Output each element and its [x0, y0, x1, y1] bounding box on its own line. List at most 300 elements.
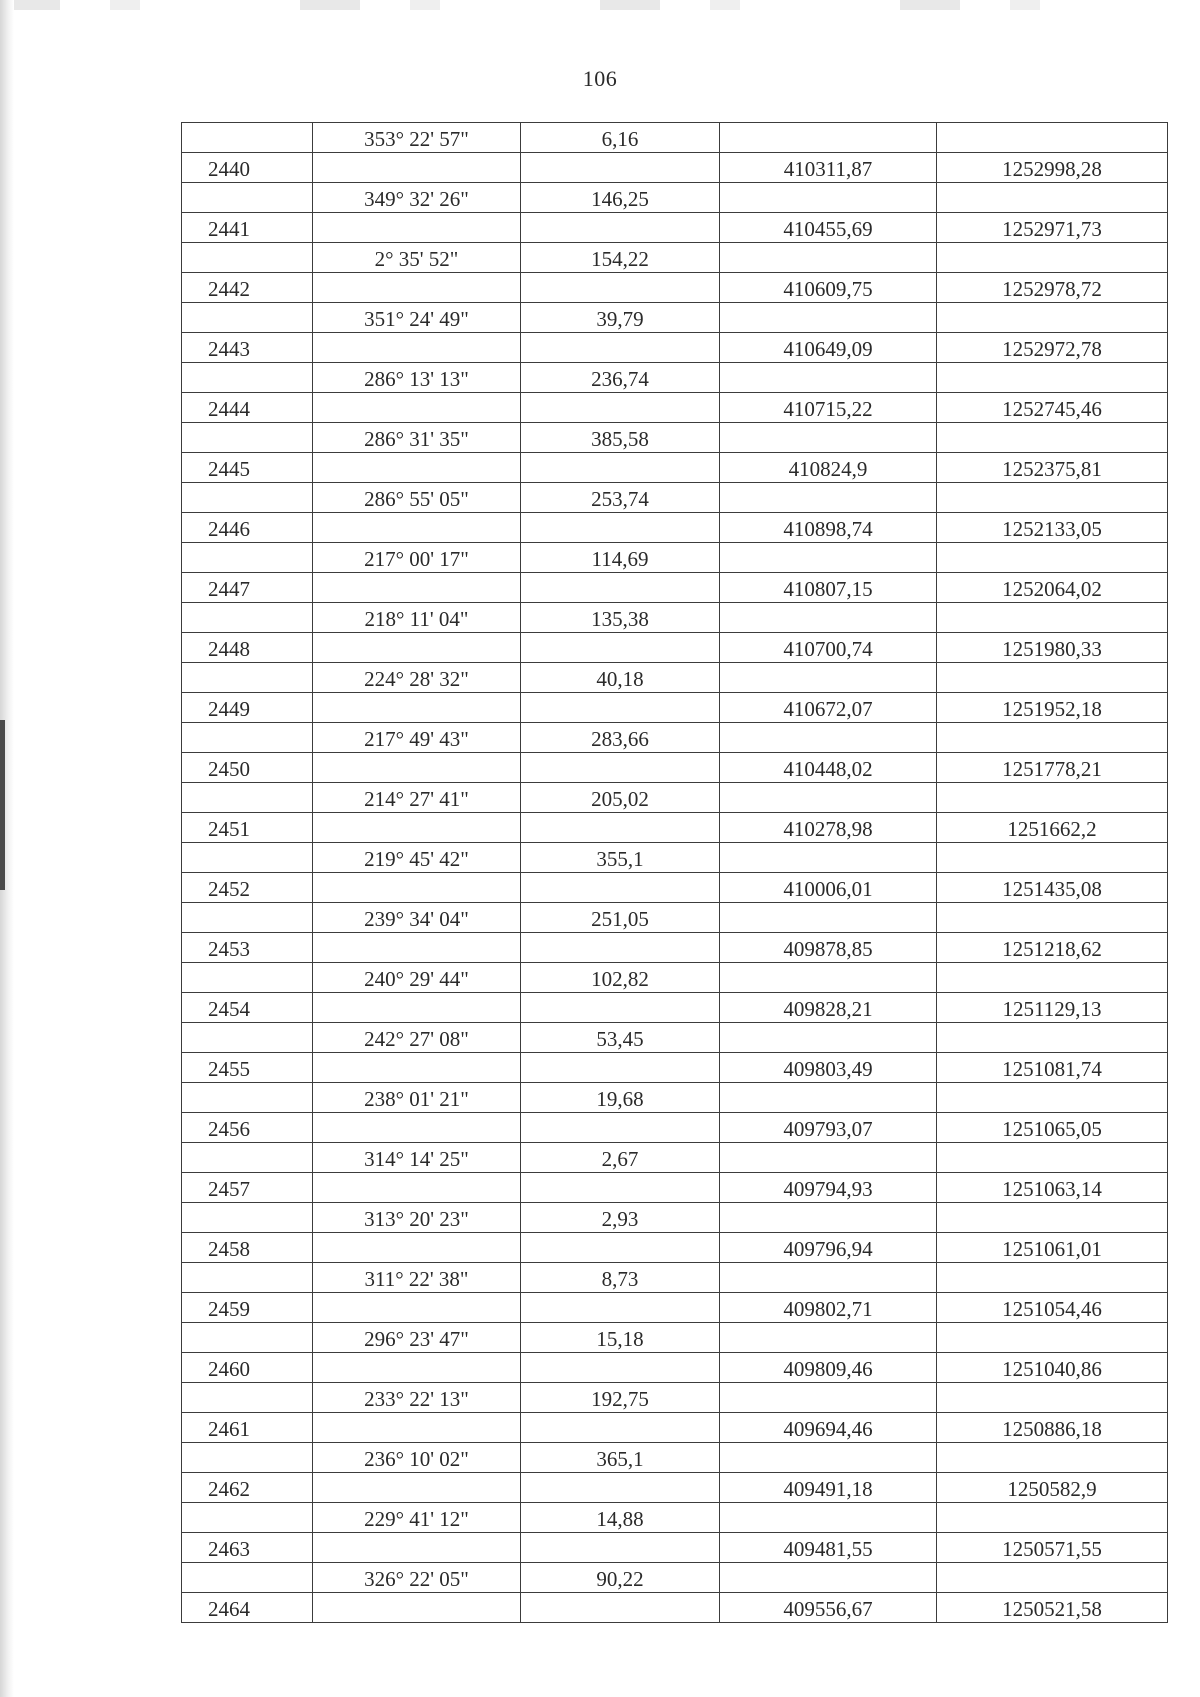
y-coordinate-cell: 1251081,74	[937, 1053, 1168, 1083]
empty-cell	[313, 933, 521, 963]
empty-cell	[182, 843, 313, 873]
point-number-cell: 2448	[182, 633, 313, 663]
x-coordinate-cell: 410311,87	[720, 153, 937, 183]
empty-cell	[937, 123, 1168, 153]
empty-cell	[182, 1083, 313, 1113]
empty-cell	[313, 1053, 521, 1083]
y-coordinate-cell: 1250886,18	[937, 1413, 1168, 1443]
point-number-cell: 2445	[182, 453, 313, 483]
empty-cell	[313, 1233, 521, 1263]
coordinates-table-body	[182, 123, 1168, 1623]
y-coordinate-cell: 1252998,28	[937, 153, 1168, 183]
empty-cell	[720, 363, 937, 393]
point-number-cell: 2447	[182, 573, 313, 603]
empty-cell	[720, 543, 937, 573]
empty-cell	[313, 573, 521, 603]
point-row	[182, 273, 1168, 303]
empty-cell	[521, 393, 720, 423]
empty-cell	[313, 1173, 521, 1203]
y-coordinate-cell: 1251662,2	[937, 813, 1168, 843]
empty-cell	[720, 1443, 937, 1473]
empty-cell	[313, 813, 521, 843]
point-number-cell: 2444	[182, 393, 313, 423]
empty-cell	[521, 573, 720, 603]
empty-cell	[521, 1473, 720, 1503]
empty-cell	[720, 903, 937, 933]
direction-angle-cell: 240° 29' 44"	[313, 963, 521, 993]
distance-cell: 236,74	[521, 363, 720, 393]
y-coordinate-cell: 1252745,46	[937, 393, 1168, 423]
point-row	[182, 693, 1168, 723]
x-coordinate-cell: 410898,74	[720, 513, 937, 543]
distance-cell: 114,69	[521, 543, 720, 573]
empty-cell	[720, 1143, 937, 1173]
y-coordinate-cell: 1251063,14	[937, 1173, 1168, 1203]
empty-cell	[521, 1173, 720, 1203]
x-coordinate-cell: 410672,07	[720, 693, 937, 723]
x-coordinate-cell: 409809,46	[720, 1353, 937, 1383]
empty-cell	[937, 1083, 1168, 1113]
empty-cell	[521, 813, 720, 843]
x-coordinate-cell: 410609,75	[720, 273, 937, 303]
empty-cell	[313, 1293, 521, 1323]
page-number: 106	[582, 66, 618, 91]
direction-angle-cell: 286° 13' 13"	[313, 363, 521, 393]
x-coordinate-cell: 409803,49	[720, 1053, 937, 1083]
point-number-cell: 2441	[182, 213, 313, 243]
segment-row	[182, 1563, 1168, 1593]
empty-cell	[521, 1353, 720, 1383]
point-row	[182, 153, 1168, 183]
empty-cell	[313, 633, 521, 663]
segment-row	[182, 903, 1168, 933]
point-number-cell: 2459	[182, 1293, 313, 1323]
empty-cell	[182, 303, 313, 333]
direction-angle-cell: 219° 45' 42"	[313, 843, 521, 873]
point-number-cell: 2455	[182, 1053, 313, 1083]
empty-cell	[937, 423, 1168, 453]
distance-cell: 355,1	[521, 843, 720, 873]
empty-cell	[313, 993, 521, 1023]
point-number-cell: 2442	[182, 273, 313, 303]
direction-angle-cell: 229° 41' 12"	[313, 1503, 521, 1533]
x-coordinate-cell: 410649,09	[720, 333, 937, 363]
empty-cell	[182, 723, 313, 753]
empty-cell	[521, 993, 720, 1023]
empty-cell	[720, 483, 937, 513]
empty-cell	[313, 753, 521, 783]
x-coordinate-cell: 409481,55	[720, 1533, 937, 1563]
distance-cell: 14,88	[521, 1503, 720, 1533]
direction-angle-cell: 217° 49' 43"	[313, 723, 521, 753]
empty-cell	[937, 843, 1168, 873]
point-row	[182, 753, 1168, 783]
point-row	[182, 1173, 1168, 1203]
segment-row	[182, 483, 1168, 513]
empty-cell	[720, 243, 937, 273]
point-row	[182, 813, 1168, 843]
distance-cell: 192,75	[521, 1383, 720, 1413]
empty-cell	[182, 1203, 313, 1233]
segment-row	[182, 663, 1168, 693]
distance-cell: 90,22	[521, 1563, 720, 1593]
point-number-cell: 2461	[182, 1413, 313, 1443]
empty-cell	[937, 603, 1168, 633]
segment-row	[182, 1383, 1168, 1413]
empty-cell	[313, 453, 521, 483]
direction-angle-cell: 2° 35' 52"	[313, 243, 521, 273]
empty-cell	[720, 723, 937, 753]
empty-cell	[720, 603, 937, 633]
empty-cell	[521, 1293, 720, 1323]
y-coordinate-cell: 1251952,18	[937, 693, 1168, 723]
segment-row	[182, 423, 1168, 453]
empty-cell	[937, 903, 1168, 933]
empty-cell	[937, 1503, 1168, 1533]
point-number-cell: 2450	[182, 753, 313, 783]
segment-row	[182, 1443, 1168, 1473]
empty-cell	[182, 1263, 313, 1293]
point-row	[182, 453, 1168, 483]
empty-cell	[313, 1533, 521, 1563]
segment-row	[182, 1023, 1168, 1053]
empty-cell	[720, 123, 937, 153]
y-coordinate-cell: 1251061,01	[937, 1233, 1168, 1263]
empty-cell	[720, 183, 937, 213]
direction-angle-cell: 314° 14' 25"	[313, 1143, 521, 1173]
y-coordinate-cell: 1250521,58	[937, 1593, 1168, 1623]
distance-cell: 15,18	[521, 1323, 720, 1353]
empty-cell	[521, 453, 720, 483]
empty-cell	[313, 1593, 521, 1623]
point-row	[182, 573, 1168, 603]
empty-cell	[182, 543, 313, 573]
empty-cell	[313, 513, 521, 543]
segment-row	[182, 1143, 1168, 1173]
distance-cell: 251,05	[521, 903, 720, 933]
point-row	[182, 1293, 1168, 1323]
x-coordinate-cell: 409794,93	[720, 1173, 937, 1203]
empty-cell	[720, 843, 937, 873]
distance-cell: 53,45	[521, 1023, 720, 1053]
y-coordinate-cell: 1251040,86	[937, 1353, 1168, 1383]
empty-cell	[182, 123, 313, 153]
empty-cell	[720, 1263, 937, 1293]
distance-cell: 40,18	[521, 663, 720, 693]
empty-cell	[720, 1563, 937, 1593]
empty-cell	[937, 183, 1168, 213]
direction-angle-cell: 286° 31' 35"	[313, 423, 521, 453]
empty-cell	[937, 1203, 1168, 1233]
point-row	[182, 1113, 1168, 1143]
distance-cell: 2,93	[521, 1203, 720, 1233]
empty-cell	[182, 1383, 313, 1413]
x-coordinate-cell: 410715,22	[720, 393, 937, 423]
scan-edge-shadow	[0, 720, 5, 890]
direction-angle-cell: 236° 10' 02"	[313, 1443, 521, 1473]
distance-cell: 154,22	[521, 243, 720, 273]
empty-cell	[182, 1443, 313, 1473]
empty-cell	[937, 1443, 1168, 1473]
segment-row	[182, 1263, 1168, 1293]
direction-angle-cell: 313° 20' 23"	[313, 1203, 521, 1233]
distance-cell: 102,82	[521, 963, 720, 993]
empty-cell	[720, 303, 937, 333]
empty-cell	[182, 963, 313, 993]
direction-angle-cell: 224° 28' 32"	[313, 663, 521, 693]
empty-cell	[720, 1323, 937, 1353]
x-coordinate-cell: 410824,9	[720, 453, 937, 483]
empty-cell	[313, 273, 521, 303]
segment-row	[182, 963, 1168, 993]
empty-cell	[937, 723, 1168, 753]
coordinates-table	[181, 122, 1168, 1623]
segment-row	[182, 303, 1168, 333]
empty-cell	[521, 1593, 720, 1623]
segment-row	[182, 603, 1168, 633]
empty-cell	[521, 873, 720, 903]
point-number-cell: 2446	[182, 513, 313, 543]
direction-angle-cell: 242° 27' 08"	[313, 1023, 521, 1053]
y-coordinate-cell: 1251435,08	[937, 873, 1168, 903]
x-coordinate-cell: 409802,71	[720, 1293, 937, 1323]
empty-cell	[313, 1413, 521, 1443]
empty-cell	[521, 753, 720, 783]
point-number-cell: 2464	[182, 1593, 313, 1623]
point-row	[182, 1353, 1168, 1383]
empty-cell	[521, 1053, 720, 1083]
empty-cell	[182, 603, 313, 633]
x-coordinate-cell: 409878,85	[720, 933, 937, 963]
empty-cell	[521, 933, 720, 963]
empty-cell	[182, 903, 313, 933]
distance-cell: 19,68	[521, 1083, 720, 1113]
point-number-cell: 2463	[182, 1533, 313, 1563]
distance-cell: 365,1	[521, 1443, 720, 1473]
empty-cell	[182, 483, 313, 513]
point-number-cell: 2462	[182, 1473, 313, 1503]
empty-cell	[182, 243, 313, 273]
segment-row	[182, 783, 1168, 813]
empty-cell	[182, 663, 313, 693]
empty-cell	[521, 1533, 720, 1563]
point-row	[182, 1413, 1168, 1443]
x-coordinate-cell: 410455,69	[720, 213, 937, 243]
empty-cell	[521, 633, 720, 663]
segment-row	[182, 183, 1168, 213]
direction-angle-cell: 214° 27' 41"	[313, 783, 521, 813]
empty-cell	[182, 1323, 313, 1353]
point-row	[182, 993, 1168, 1023]
scan-top-artifact	[0, 0, 1200, 10]
x-coordinate-cell: 410006,01	[720, 873, 937, 903]
empty-cell	[521, 1413, 720, 1443]
x-coordinate-cell: 409793,07	[720, 1113, 937, 1143]
y-coordinate-cell: 1250582,9	[937, 1473, 1168, 1503]
empty-cell	[313, 393, 521, 423]
point-number-cell: 2457	[182, 1173, 313, 1203]
distance-cell: 39,79	[521, 303, 720, 333]
empty-cell	[313, 1473, 521, 1503]
y-coordinate-cell: 1252972,78	[937, 333, 1168, 363]
empty-cell	[720, 963, 937, 993]
y-coordinate-cell: 1251065,05	[937, 1113, 1168, 1143]
point-row	[182, 633, 1168, 663]
scan-left-edge	[0, 0, 14, 1697]
empty-cell	[937, 663, 1168, 693]
empty-cell	[937, 783, 1168, 813]
direction-angle-cell: 311° 22' 38"	[313, 1263, 521, 1293]
empty-cell	[937, 1023, 1168, 1053]
empty-cell	[313, 1353, 521, 1383]
point-row	[182, 393, 1168, 423]
x-coordinate-cell: 410700,74	[720, 633, 937, 663]
point-number-cell: 2458	[182, 1233, 313, 1263]
empty-cell	[937, 303, 1168, 333]
y-coordinate-cell: 1252978,72	[937, 273, 1168, 303]
empty-cell	[937, 1263, 1168, 1293]
distance-cell: 6,16	[521, 123, 720, 153]
segment-row	[182, 1503, 1168, 1533]
empty-cell	[720, 1023, 937, 1053]
distance-cell: 146,25	[521, 183, 720, 213]
point-row	[182, 1053, 1168, 1083]
x-coordinate-cell: 410807,15	[720, 573, 937, 603]
x-coordinate-cell: 409694,46	[720, 1413, 937, 1443]
direction-angle-cell: 233° 22' 13"	[313, 1383, 521, 1413]
x-coordinate-cell: 409491,18	[720, 1473, 937, 1503]
x-coordinate-cell: 410448,02	[720, 753, 937, 783]
empty-cell	[313, 213, 521, 243]
empty-cell	[182, 423, 313, 453]
point-number-cell: 2440	[182, 153, 313, 183]
empty-cell	[182, 183, 313, 213]
direction-angle-cell: 218° 11' 04"	[313, 603, 521, 633]
point-row	[182, 513, 1168, 543]
empty-cell	[182, 363, 313, 393]
y-coordinate-cell: 1252064,02	[937, 573, 1168, 603]
point-row	[182, 1233, 1168, 1263]
x-coordinate-cell: 409796,94	[720, 1233, 937, 1263]
segment-row	[182, 1323, 1168, 1353]
empty-cell	[720, 783, 937, 813]
distance-cell: 2,67	[521, 1143, 720, 1173]
empty-cell	[313, 153, 521, 183]
empty-cell	[521, 1113, 720, 1143]
distance-cell: 283,66	[521, 723, 720, 753]
empty-cell	[521, 1233, 720, 1263]
direction-angle-cell: 351° 24' 49"	[313, 303, 521, 333]
y-coordinate-cell: 1252133,05	[937, 513, 1168, 543]
empty-cell	[182, 1563, 313, 1593]
y-coordinate-cell: 1251054,46	[937, 1293, 1168, 1323]
segment-row	[182, 243, 1168, 273]
empty-cell	[937, 963, 1168, 993]
distance-cell: 8,73	[521, 1263, 720, 1293]
segment-row	[182, 543, 1168, 573]
point-number-cell: 2460	[182, 1353, 313, 1383]
distance-cell: 385,58	[521, 423, 720, 453]
direction-angle-cell: 217° 00' 17"	[313, 543, 521, 573]
x-coordinate-cell: 409556,67	[720, 1593, 937, 1623]
y-coordinate-cell: 1251218,62	[937, 933, 1168, 963]
segment-row	[182, 1083, 1168, 1113]
point-number-cell: 2452	[182, 873, 313, 903]
empty-cell	[720, 663, 937, 693]
y-coordinate-cell: 1251778,21	[937, 753, 1168, 783]
empty-cell	[720, 423, 937, 453]
segment-row	[182, 363, 1168, 393]
empty-cell	[720, 1203, 937, 1233]
direction-angle-cell: 238° 01' 21"	[313, 1083, 521, 1113]
point-number-cell: 2443	[182, 333, 313, 363]
empty-cell	[521, 693, 720, 723]
direction-angle-cell: 296° 23' 47"	[313, 1323, 521, 1353]
empty-cell	[521, 513, 720, 543]
empty-cell	[937, 1323, 1168, 1353]
segment-row	[182, 843, 1168, 873]
x-coordinate-cell: 409828,21	[720, 993, 937, 1023]
empty-cell	[720, 1083, 937, 1113]
distance-cell: 253,74	[521, 483, 720, 513]
y-coordinate-cell: 1252971,73	[937, 213, 1168, 243]
y-coordinate-cell: 1251129,13	[937, 993, 1168, 1023]
empty-cell	[521, 333, 720, 363]
segment-row	[182, 1203, 1168, 1233]
empty-cell	[937, 1563, 1168, 1593]
point-number-cell: 2451	[182, 813, 313, 843]
empty-cell	[313, 333, 521, 363]
point-row	[182, 873, 1168, 903]
direction-angle-cell: 239° 34' 04"	[313, 903, 521, 933]
empty-cell	[313, 873, 521, 903]
empty-cell	[182, 1143, 313, 1173]
empty-cell	[720, 1503, 937, 1533]
y-coordinate-cell: 1250571,55	[937, 1533, 1168, 1563]
empty-cell	[937, 1143, 1168, 1173]
direction-angle-cell: 353° 22' 57"	[313, 123, 521, 153]
empty-cell	[937, 483, 1168, 513]
y-coordinate-cell: 1251980,33	[937, 633, 1168, 663]
empty-cell	[937, 243, 1168, 273]
direction-angle-cell: 326° 22' 05"	[313, 1563, 521, 1593]
distance-cell: 135,38	[521, 603, 720, 633]
empty-cell	[521, 273, 720, 303]
empty-cell	[182, 783, 313, 813]
point-number-cell: 2449	[182, 693, 313, 723]
empty-cell	[937, 543, 1168, 573]
point-row	[182, 333, 1168, 363]
direction-angle-cell: 286° 55' 05"	[313, 483, 521, 513]
empty-cell	[720, 1383, 937, 1413]
point-number-cell: 2456	[182, 1113, 313, 1143]
point-row	[182, 1533, 1168, 1563]
point-row	[182, 1473, 1168, 1503]
point-number-cell: 2453	[182, 933, 313, 963]
empty-cell	[182, 1503, 313, 1533]
segment-row	[182, 123, 1168, 153]
empty-cell	[182, 1023, 313, 1053]
empty-cell	[521, 213, 720, 243]
empty-cell	[521, 153, 720, 183]
point-number-cell: 2454	[182, 993, 313, 1023]
empty-cell	[313, 693, 521, 723]
segment-row	[182, 723, 1168, 753]
point-row	[182, 1593, 1168, 1623]
x-coordinate-cell: 410278,98	[720, 813, 937, 843]
empty-cell	[937, 363, 1168, 393]
point-row	[182, 933, 1168, 963]
